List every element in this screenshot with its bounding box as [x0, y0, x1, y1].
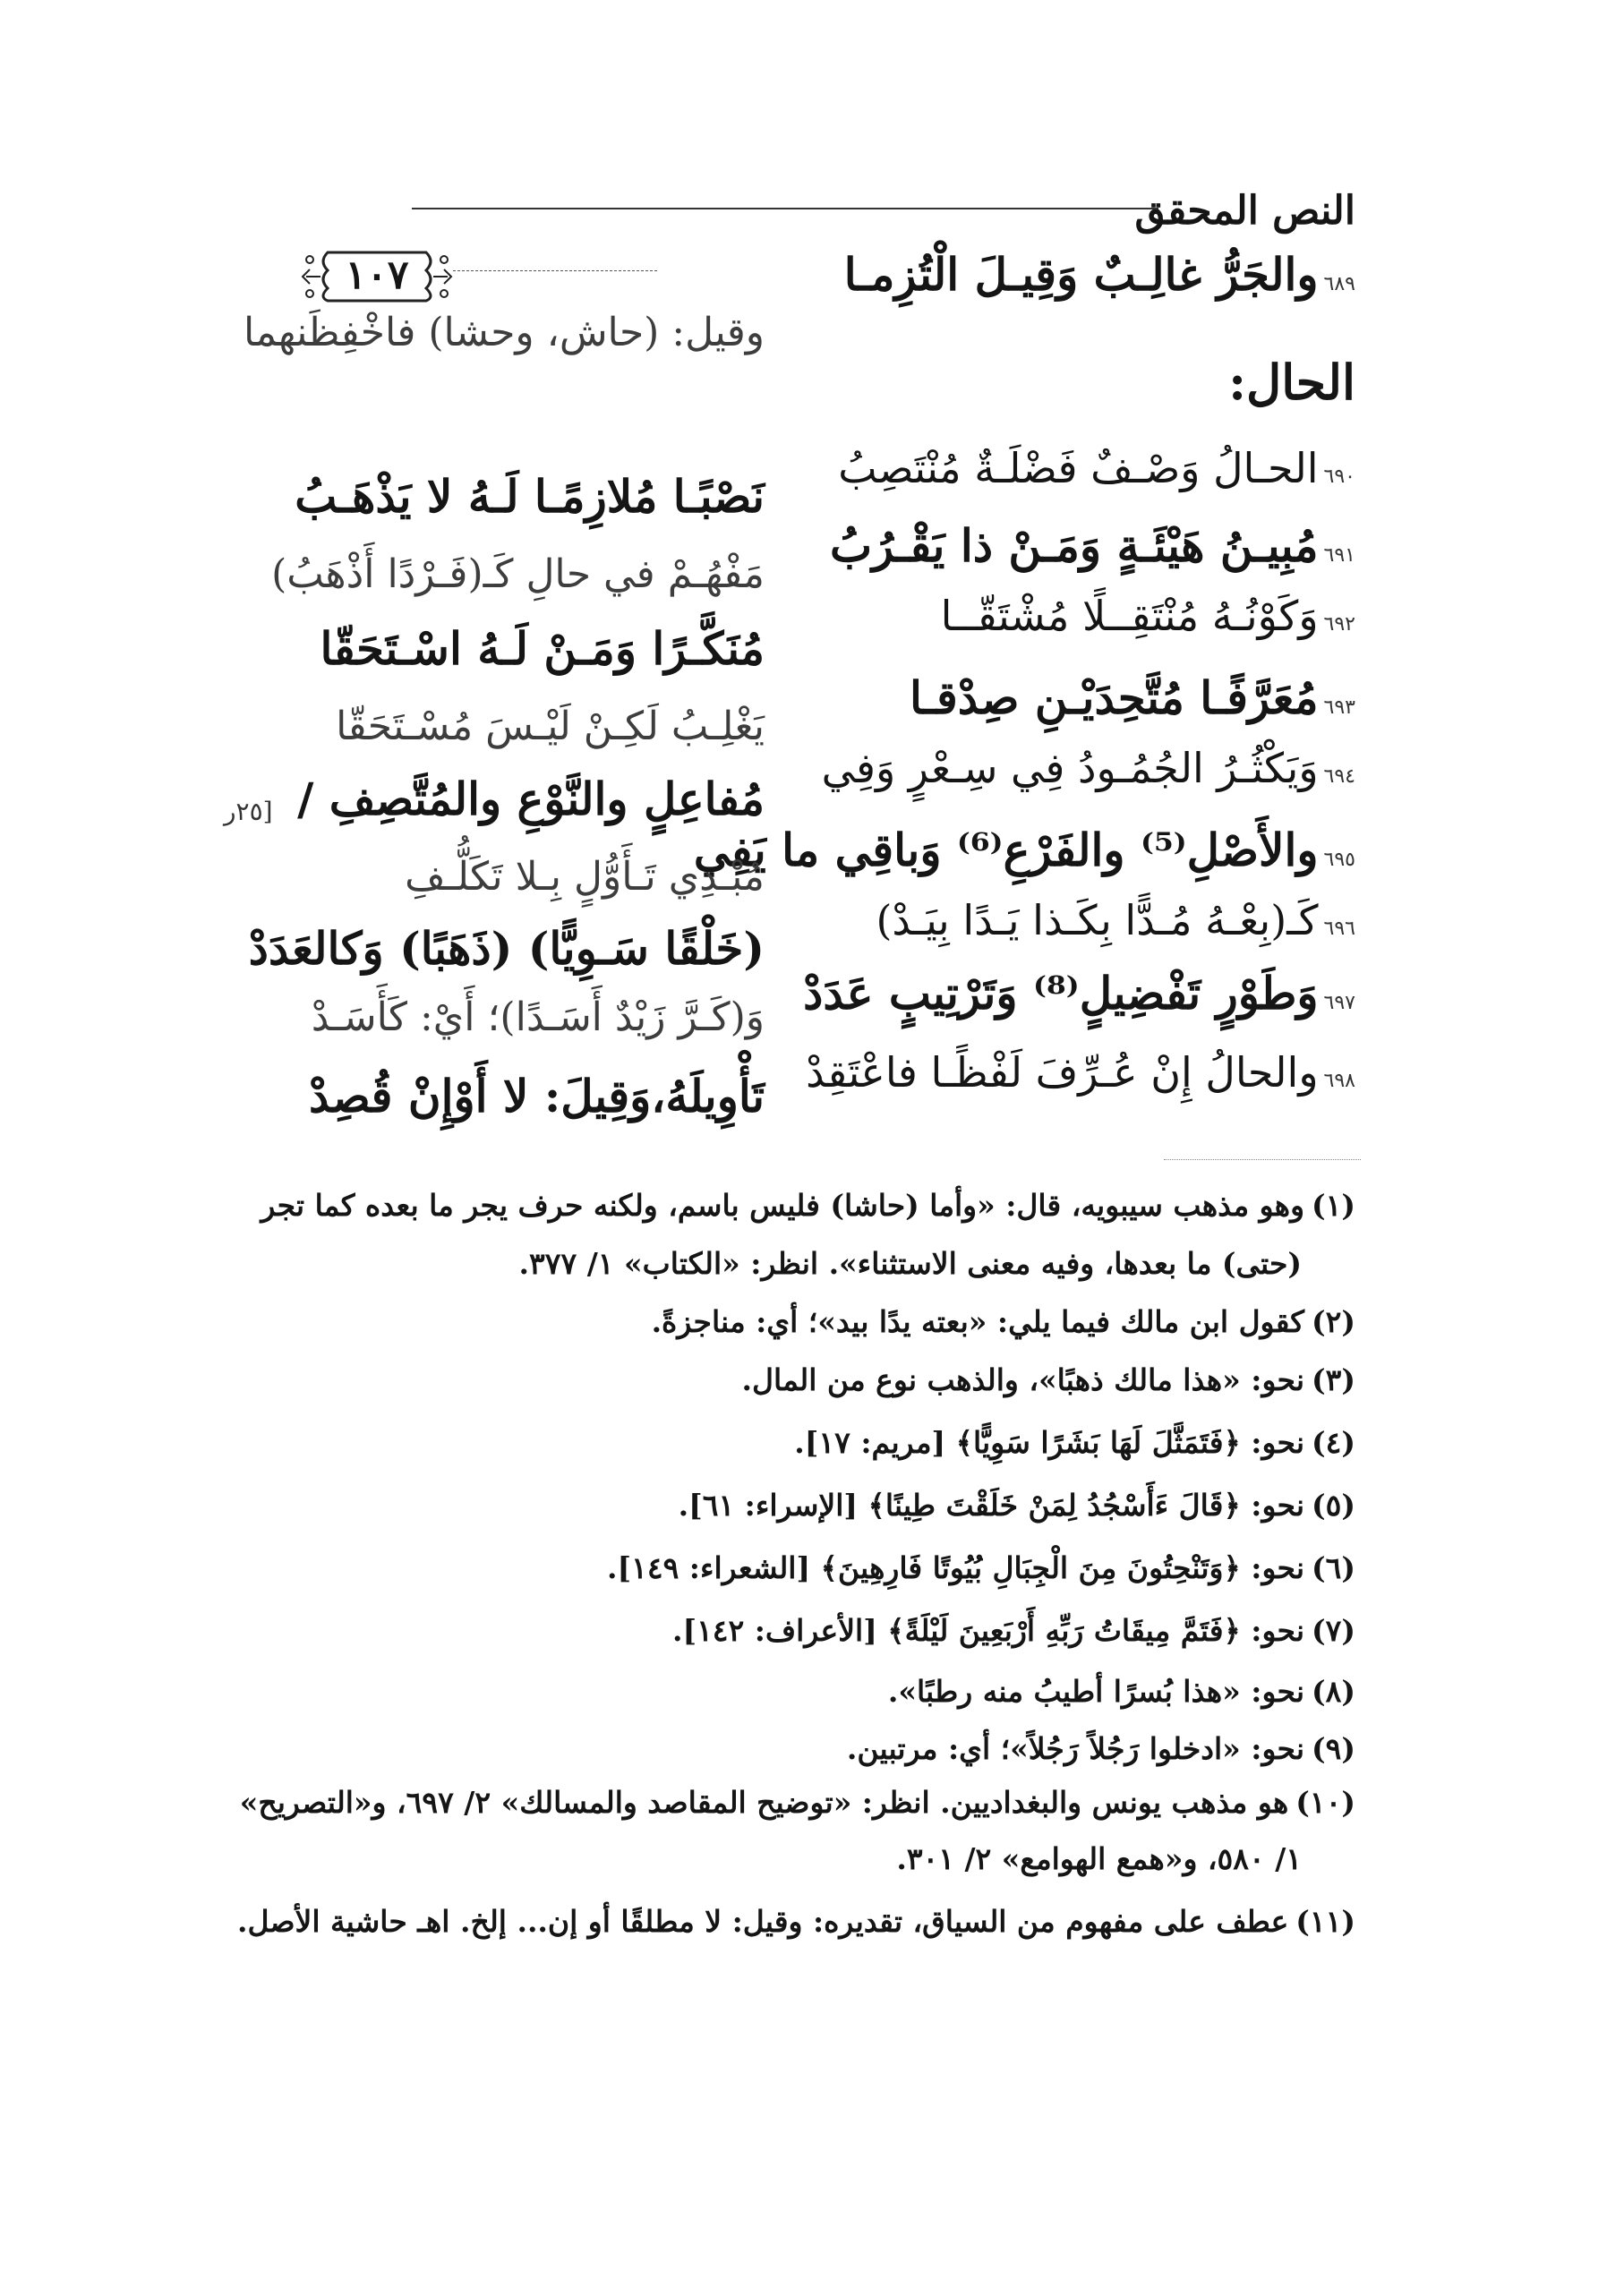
verse-text: والجَرُّ غالِـبٌ وَقِيـلَ الْتُزِمـا	[843, 248, 1319, 301]
footnote-text: نحو: ﴿قَالَ ءَأَسْجُدُ لِمَنْ خَلَقْتَ طِينًا﴾ [الإسراء: ٦١].	[678, 1488, 1305, 1523]
verse-number: ٦٩٤	[1323, 765, 1355, 788]
footnote-number: (٦)	[1312, 1550, 1355, 1585]
footnote-number: (١١)	[1295, 1904, 1355, 1939]
footnote-number: (٢)	[1312, 1304, 1355, 1339]
verse-right-hemistich	[791, 248, 1355, 301]
footnote-number: (٩)	[1312, 1731, 1355, 1766]
footnote	[245, 1549, 1355, 1589]
verse-text: وَيَكْثُـرُ الجُمُـودُ فِي سِـعْرٍ وَفِي	[821, 744, 1319, 792]
verse-right-hemistich	[791, 1048, 1355, 1097]
verse-left-hemistich: مُنَكَّـرًا وَمَـنْ لَـهُ اسْـتَحَقّا	[320, 622, 765, 675]
footnote-continuation	[245, 1244, 1302, 1285]
verse-number: ٦٩٢	[1323, 613, 1355, 636]
verse-left-hemistich: يَغْلِـبُ لَكِـنْ لَيْـسَ مُسْـتَحَقّا	[336, 704, 765, 749]
footnote-number: (٤)	[1312, 1425, 1355, 1460]
verse-right-hemistich	[791, 671, 1355, 724]
verse-text: كَـ(بِعْـهُ مُـدًّا بِكَـذا يَـدًا بِيَـدْ)	[876, 896, 1319, 944]
footnote	[245, 1486, 1355, 1526]
footnote-text: نحو: ﴿فَتَمَّ مِيقَاتُ رَبِّهِ أَرْبَعِينَ لَيْلَةً﴾ [الأعراف: ١٤٢].	[671, 1613, 1305, 1648]
footnote	[245, 1186, 1355, 1226]
running-header-title: النص المحقق	[1134, 188, 1355, 234]
footnote-text: نحو: ﴿وَتَنْحِتُونَ مِنَ الْجِبَالِ بُيُوتًا فَارِهِينَ﴾ [الشعراء: ١٤٩].	[607, 1550, 1305, 1585]
footnote-text: عطف على مفهوم من السياق، تقديره: وقيل: لا مطلقًا أو إن... إلخ. اهـ حاشية الأصل.	[237, 1904, 1289, 1939]
footnote	[245, 1423, 1355, 1464]
verse-left-hemistich: نَصْبًـا مُلازِمًـا لَـهُ لا يَذْهَـبُ	[295, 470, 765, 523]
verse-right-hemistich	[791, 967, 1355, 1020]
verse-right-hemistich	[791, 744, 1355, 792]
verse-number: ٦٩٦	[1323, 918, 1355, 940]
verse-number: ٦٩١	[1323, 544, 1355, 567]
verse-number: ٦٩٥	[1323, 849, 1355, 871]
footnote-number: (١)	[1312, 1188, 1355, 1223]
footnote-continuation	[245, 1839, 1302, 1880]
verse-number: ٦٩٨	[1323, 1070, 1355, 1092]
verse-number: ٦٩٧	[1323, 992, 1355, 1014]
verse-left-hemistich: (خَلْقًا سَـوِيًّا) (ذَهَبًا) وَكالعَدَدْ	[248, 922, 765, 975]
footnote-text: هو مذهب يونس والبغداديين. انظر: «توضيح المقاصد والمسالك» ٢/ ٦٩٧، و«التصريح»	[239, 1785, 1289, 1820]
footnote-text: (حتى) ما بعدها، وفيه معنى الاستثناء». انظر: «الكتاب» ١/ ٣٧٧.	[518, 1246, 1302, 1281]
footnote-text: نحو: «هذا بُسرًا أطيبُ منه رطبًا».	[887, 1674, 1305, 1709]
verse-left-hemistich: مُفاعِلٍ والنَّوْعِ والمُتَّصِفِ /	[297, 772, 765, 825]
page-number: ١٠٧	[345, 252, 409, 298]
verse-number: ٦٩٣	[1323, 696, 1355, 719]
verse-left-hemistich: مَفْهُـمْ في حالِ كَـ(فَـرْدًا أَذْهَبُ)	[271, 551, 765, 597]
verse-left-hemistich: مُبْـدِي تَـأَوُّلٍ بِـلا تَكَلُّـفِ	[405, 854, 765, 900]
verse-right-hemistich	[791, 444, 1355, 492]
footnote	[237, 1902, 1355, 1942]
footnote	[239, 1783, 1355, 1823]
footnote	[245, 1361, 1355, 1401]
footnote-text: وهو مذهب سيبويه، قال: «وأما (حاشا) فليس باسم، ولكنه حرف يجر ما بعده كما تجر	[261, 1188, 1305, 1223]
verse-right-hemistich	[791, 519, 1355, 572]
verse-number: ٦٩٠	[1323, 465, 1355, 488]
verse-text: وَكَوْنُـهُ مُنْتَقِــلًا مُشْتَقّــا	[940, 592, 1319, 640]
verse-text: والحالُ إِنْ عُـرِّفَ لَفْظًـا فاعْتَقِدْ	[806, 1048, 1319, 1097]
footnote-number: (٧)	[1312, 1613, 1355, 1648]
footnote-text: ١/ ٥٨٠، و«همع الهوامع» ٢/ ٣٠١.	[896, 1841, 1302, 1876]
footnote	[245, 1729, 1355, 1770]
footnote-text: نحو: «ادخلوا رَجُلاً رَجُلاً»؛ أي: مرتبين.	[846, 1731, 1305, 1766]
verse-text: مُبِيـنُ هَيْئَـةٍ وَمَـنْ ذا يَقْـرُبُ	[829, 519, 1319, 572]
verse-right-hemistich	[791, 592, 1355, 640]
footnote-text: نحو: ﴿فَتَمَثَّلَ لَهَا بَشَرًا سَوِيًّا﴾ [مريم: ١٧].	[794, 1425, 1305, 1460]
footnote-number: (٣)	[1312, 1362, 1355, 1397]
footnote	[245, 1611, 1355, 1652]
verse-left-hemistich: وقيل: (حاش، وحشا) فاخْفِظَنهما	[243, 310, 765, 355]
manuscript-folio-marker: [٢٥ر	[224, 797, 273, 826]
top-rule	[453, 270, 657, 271]
page-number-ornament	[301, 240, 453, 313]
footnote-number: (٨)	[1312, 1674, 1355, 1709]
verse-text: وَطَوْرٍ تَفْضِيلٍ⁽⁸⁾ وَتَرْتِيبٍ عَدَدْ	[803, 967, 1319, 1020]
footnote-text: كقول ابن مالك فيما يلي: «بعته يدًا بيد»؛ أي: مناجزةً.	[651, 1304, 1305, 1339]
verse-left-hemistich: تَأْوِيلَهُ،وَقِيلَ: لا أَوْإِنْ قُصِدْ	[308, 1070, 765, 1122]
footnote-number: (١٠)	[1295, 1785, 1355, 1820]
verse-right-hemistich	[693, 824, 1355, 876]
verse-left-hemistich: وَ(كَـرَّ زَيْدٌ أَسَـدًا)؛ أَيْ: كَأَسَـدْ	[311, 994, 765, 1040]
verse-right-hemistich	[791, 896, 1355, 944]
verse-text: الحـالُ وَصْـفٌ فَضْلَـةٌ مُنْتَصِبُ	[838, 444, 1319, 492]
verse-text: والأَصْلِ⁽⁵⁾ والفَرْعِ⁽⁶⁾ وَباقِي ما يَفِي	[693, 824, 1319, 876]
footnote-number: (٥)	[1312, 1488, 1355, 1523]
footnote	[245, 1672, 1355, 1712]
section-heading: الحال:	[1228, 354, 1355, 411]
footnote-text: نحو: «هذا مالك ذهبًا»، والذهب نوع من المال.	[741, 1362, 1305, 1397]
verse-text: مُعَرَّفًـا مُتَّحِدَيْـنِ صِدْقـا	[909, 671, 1319, 724]
header-rule	[412, 208, 1158, 209]
footnote	[245, 1302, 1355, 1343]
verse-number: ٦٨٩	[1323, 273, 1355, 295]
footnotes-separator	[1164, 1159, 1361, 1160]
